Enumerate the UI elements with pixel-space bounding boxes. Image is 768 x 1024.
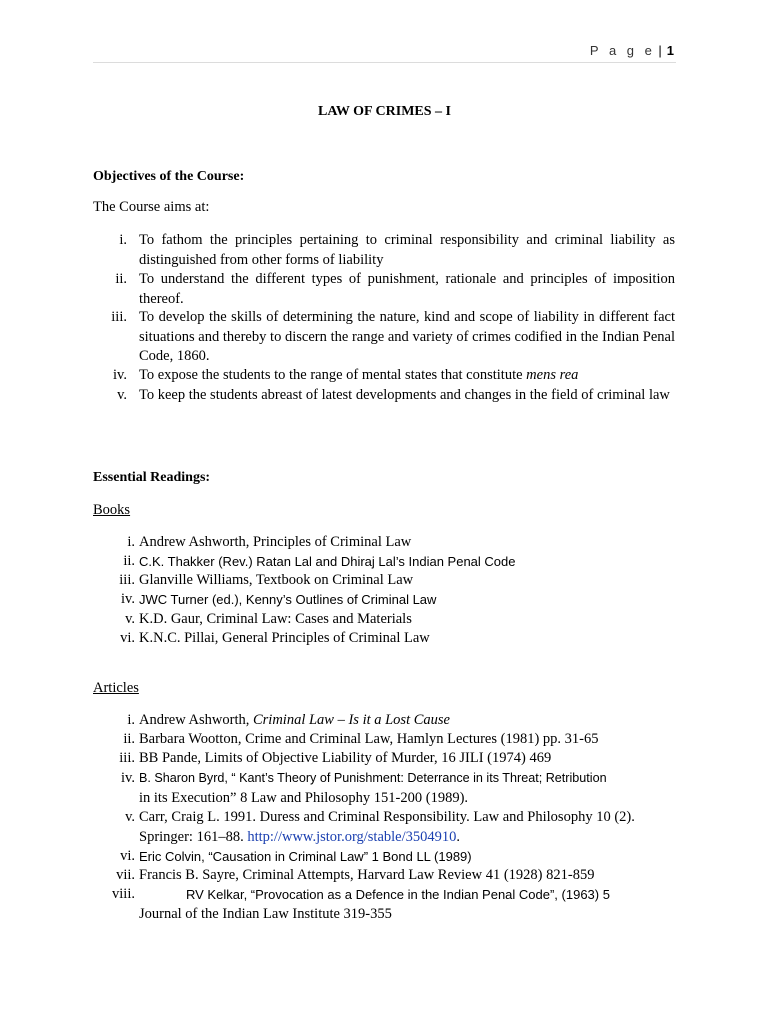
page-header xyxy=(590,43,674,58)
page-number: 1 xyxy=(666,43,674,58)
book-text: Glanville Williams, Textbook on Criminal Law xyxy=(139,572,414,588)
article-text: Francis B. Sayre, Criminal Attempts, Harvard Law Review 41 (1928) 821-859 xyxy=(139,867,595,883)
objective-text: To expose the students to the range of mental states that constitute xyxy=(139,367,527,383)
readings-heading: Essential Readings: xyxy=(93,470,211,485)
objective-italic-term: mens rea xyxy=(526,367,579,383)
book-number: i. xyxy=(127,534,135,550)
objectives-intro: The Course aims at: xyxy=(93,199,210,215)
objective-number: v. xyxy=(117,387,127,403)
book-number: v. xyxy=(125,611,135,627)
article-text-cont: Journal of the Indian Law Institute 319-355 xyxy=(139,905,392,922)
objective-number: ii. xyxy=(115,271,127,287)
article-text-cont: Springer: 161–88. xyxy=(139,828,248,845)
book-number: vi. xyxy=(120,630,135,646)
article-number: vi. xyxy=(120,848,135,864)
article-text: Barbara Wootton, Crime and Criminal Law, Hamlyn Lectures (1981) pp. 31-65 xyxy=(139,731,599,747)
article-link-period: . xyxy=(456,828,461,845)
article-italic-title: Criminal Law – Is it a Lost Cause xyxy=(252,712,450,728)
book-number: iii. xyxy=(119,572,135,588)
page-label: P a g e xyxy=(589,43,656,58)
objectives-heading: Objectives of the Course: xyxy=(93,169,245,184)
article-text-cont: in its Execution” 8 Law and Philosophy 151-200 (1989). xyxy=(139,789,469,806)
books-label: Books xyxy=(93,502,131,518)
book-number: iv. xyxy=(121,591,135,607)
page-separator: | xyxy=(658,43,662,58)
article-text: BB Pande, Limits of Objective Liability of Murder, 16 JILI (1974) 469 xyxy=(139,750,552,766)
article-number: iv. xyxy=(121,770,135,786)
objective-number: iii. xyxy=(111,309,127,325)
article-number: v. xyxy=(125,809,135,825)
article-number: i. xyxy=(127,712,135,728)
article-text: RV Kelkar, “Provocation as a Defence in the Indian Penal Code”, (1963) 5 xyxy=(186,887,610,902)
article-link[interactable]: http://www.jstor.org/stable/3504910 xyxy=(247,828,457,845)
articles-label: Articles xyxy=(93,680,139,696)
article-number: viii. xyxy=(112,886,135,902)
article-number: vii. xyxy=(116,867,135,883)
document-title: LAW OF CRIMES – I xyxy=(317,104,452,119)
book-text: JWC Turner (ed.), Kenny’s Outlines of Criminal Law xyxy=(139,592,437,607)
book-text: K.N.C. Pillai, General Principles of Criminal Law xyxy=(139,630,430,646)
objective-text: To develop the skills of determining the nature, kind and scope of liability in different fact situations and thereby to discern the range and variety of crimes codified in the Indian Penal Code, 1860. xyxy=(139,309,675,364)
objective-text: To understand the different types of punishment, rationale and principles of imposition thereof. xyxy=(139,271,675,307)
book-text: C.K. Thakker (Rev.) Ratan Lal and Dhiraj Lal’s Indian Penal Code xyxy=(139,554,516,569)
objective-text: To fathom the principles pertaining to criminal responsibility and criminal liability as distinguished from other forms of liability xyxy=(139,232,675,268)
book-text: Andrew Ashworth, Principles of Criminal Law xyxy=(139,534,412,550)
objective-number: i. xyxy=(119,232,127,248)
article-number: iii. xyxy=(119,750,135,766)
objective-text: To keep the students abreast of latest developments and changes in the field of criminal law xyxy=(139,387,670,403)
book-number: ii. xyxy=(123,553,135,569)
header-divider xyxy=(93,62,676,63)
article-number: ii. xyxy=(123,731,135,747)
article-text: B. Sharon Byrd, “ Kant’s Theory of Punishment: Deterrance in its Threat; Retribution xyxy=(139,771,607,785)
objective-number: iv. xyxy=(113,367,127,383)
article-text: Carr, Craig L. 1991. Duress and Criminal Responsibility. Law and Philosophy 10 (2). xyxy=(139,809,635,825)
book-text: K.D. Gaur, Criminal Law: Cases and Materials xyxy=(139,611,412,627)
article-text: Eric Colvin, “Causation in Criminal Law” 1 Bond LL (1989) xyxy=(139,849,472,864)
article-text: Andrew Ashworth, xyxy=(139,712,253,728)
